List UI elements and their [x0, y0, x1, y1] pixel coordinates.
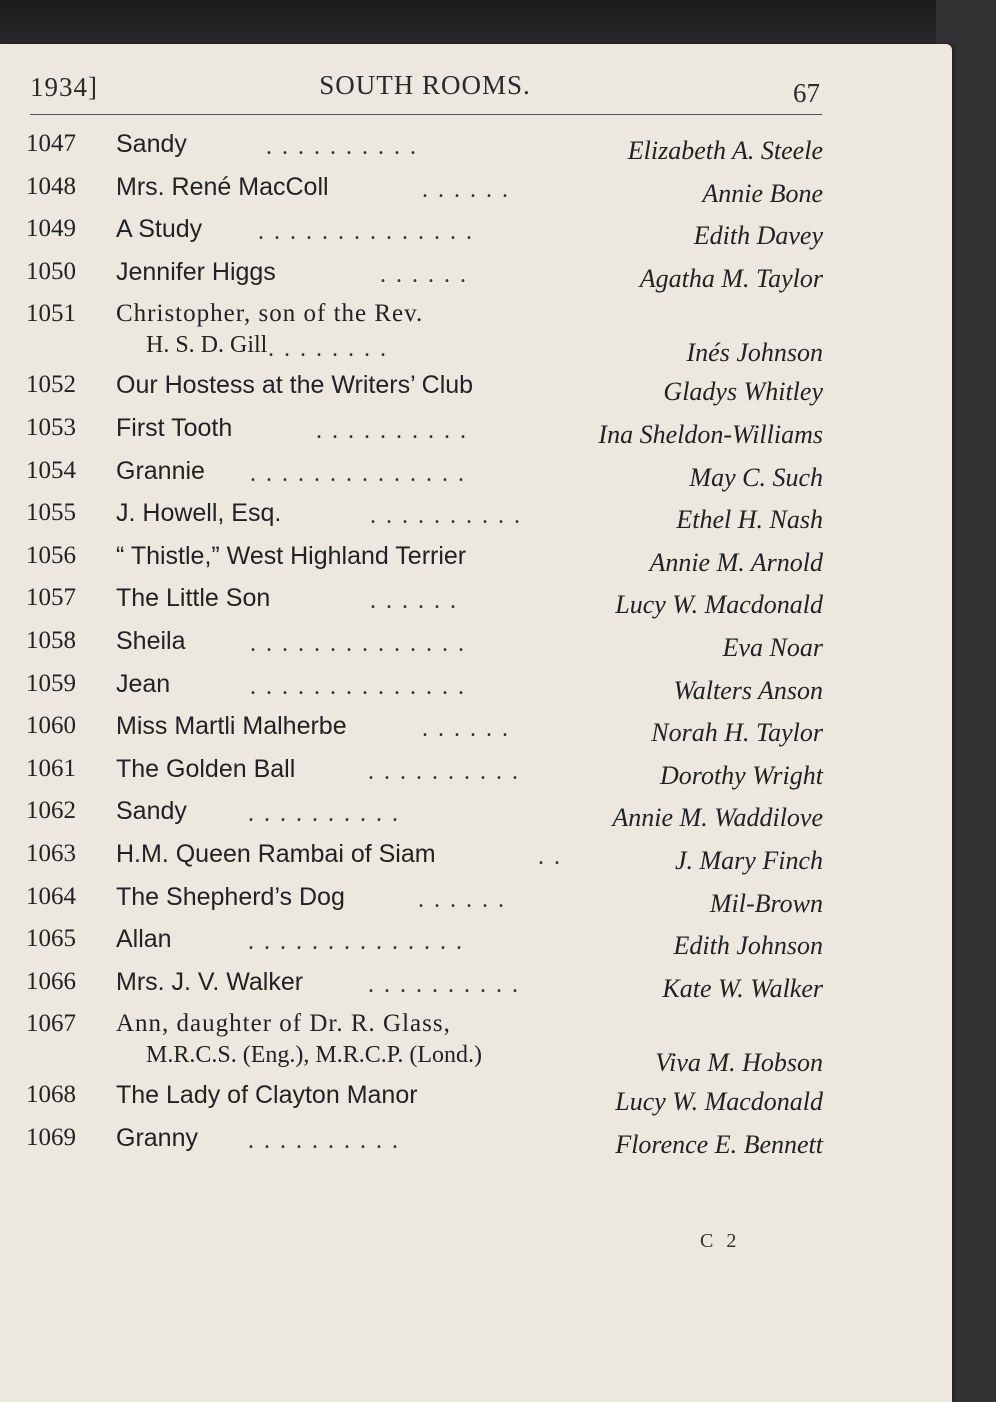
entry-artist: Gladys Whitley: [663, 377, 823, 407]
entry-title: Sandy: [116, 797, 187, 826]
entry-title: Sheila: [116, 626, 186, 655]
catalogue-entry: [18, 1081, 823, 1124]
dot-leader: . . . . . . . . . .: [368, 758, 520, 785]
entry-title-line2: H. S. D. Gill: [146, 332, 268, 359]
entry-title: Jennifer Higgs: [116, 257, 276, 286]
catalogue-entry: [18, 173, 823, 216]
catalogue-entry: [18, 755, 823, 798]
entry-number: 1061: [26, 754, 76, 782]
entry-artist: Ethel H. Nash: [676, 505, 823, 535]
entry-title: “ Thistle,” West Highland Terrier: [116, 541, 467, 570]
entry-artist: Annie M. Arnold: [649, 547, 823, 577]
catalogue-entry: [18, 670, 823, 713]
entry-artist: Florence E. Bennett: [615, 1129, 823, 1159]
entry-artist: Agatha M. Taylor: [639, 263, 823, 293]
dot-leader: . . . . . . . . . .: [316, 417, 468, 444]
entry-artist: May C. Such: [689, 462, 823, 492]
catalogue-entry: [18, 968, 823, 1011]
catalogue-entry: [18, 130, 823, 173]
dot-leader: . . . . . . . . . . . . . .: [250, 460, 466, 487]
entry-artist: Edith Johnson: [673, 931, 823, 961]
catalogue-entry: [18, 258, 823, 301]
catalogue-entry: [18, 797, 823, 840]
entry-title: Ann, daughter of Dr. R. Glass,: [116, 1010, 451, 1038]
catalogue-entry: [18, 542, 823, 585]
dot-leader: . . . . . . . . . . . . . .: [250, 673, 466, 700]
catalogue-entry: [18, 215, 823, 258]
catalogue-entry: [18, 883, 823, 926]
entry-artist: Edith Davey: [693, 221, 823, 251]
entry-number: 1054: [26, 456, 76, 484]
entry-number: 1050: [26, 257, 76, 285]
dot-leader: . . . . . .: [370, 588, 458, 615]
entry-artist: Walters Anson: [673, 675, 823, 705]
dot-leader: . . . . . . . . . .: [266, 134, 418, 160]
entry-number: 1048: [26, 172, 76, 200]
dot-leader: . . . . . . . . . . . . . .: [250, 630, 466, 657]
entry-artist: Mil-Brown: [709, 888, 823, 918]
entry-title: The Golden Ball: [116, 754, 296, 783]
entry-title: Sandy: [116, 130, 187, 158]
catalogue-entry: [18, 371, 823, 414]
entry-number: 1064: [26, 882, 76, 910]
entry-title: Allan: [116, 925, 172, 954]
entry-number: 1056: [26, 541, 76, 569]
entry-number: 1049: [26, 215, 76, 243]
dot-leader: . . . . . .: [418, 886, 506, 913]
page-number: 67: [793, 78, 820, 108]
header-year: 1934]: [30, 72, 98, 102]
entry-artist: Annie M. Waddilove: [612, 803, 823, 833]
catalogue-entry: [18, 627, 823, 670]
entry-title-line2: M.R.C.S. (Eng.), M.R.C.P. (Lond.): [146, 1042, 483, 1069]
catalogue-entry: [18, 499, 823, 542]
dot-leader: . . . . . . . . . .: [368, 971, 520, 998]
signature-mark: C 2: [700, 1230, 741, 1252]
entry-number: 1058: [26, 626, 76, 654]
catalogue-entry: [18, 712, 823, 755]
entry-number: 1066: [26, 967, 76, 995]
catalogue-list: [18, 130, 823, 1166]
catalogue-entry: [18, 925, 823, 968]
entry-number: 1068: [26, 1081, 76, 1109]
entry-artist: Viva M. Hobson: [655, 1048, 823, 1078]
entry-artist: Annie Bone: [702, 178, 823, 208]
entry-number: 1051: [26, 300, 76, 328]
catalogue-entry: [18, 457, 823, 500]
entry-artist: Eva Noar: [722, 632, 823, 662]
dot-leader: . . . . . . . . . .: [248, 801, 400, 828]
entry-title: Miss Martli Malherbe: [116, 712, 347, 741]
entry-title: First Tooth: [116, 413, 233, 442]
entry-title: Mrs. J. V. Walker: [116, 967, 304, 996]
entry-title: Grannie: [116, 456, 205, 485]
dot-leader: . . . . . .: [422, 176, 510, 203]
entry-title: Mrs. René MacColl: [116, 172, 329, 201]
entry-artist: Lucy W. Macdonald: [615, 590, 823, 620]
dot-leader: . . . . . . . . . . . . . .: [248, 929, 464, 956]
entry-number: 1063: [26, 839, 76, 867]
entry-artist: Lucy W. Macdonald: [615, 1087, 823, 1117]
entry-title: J. Howell, Esq.: [116, 499, 282, 528]
entry-number: 1047: [26, 130, 76, 157]
entry-title: The Shepherd’s Dog: [116, 882, 345, 911]
entry-number: 1060: [26, 712, 76, 740]
dot-leader: . . . . . . . . . .: [370, 503, 522, 530]
entry-title: Jean: [116, 669, 171, 698]
dot-leader: . . . . . .: [380, 261, 468, 288]
catalogue-entry: [18, 1124, 823, 1167]
dot-leader: . . . . . .: [422, 716, 510, 743]
catalogue-entry: [18, 584, 823, 627]
entry-artist: Norah H. Taylor: [651, 718, 823, 748]
entry-number: 1055: [26, 499, 76, 527]
entry-artist: Ina Sheldon-Williams: [598, 419, 823, 449]
entry-artist: Dorothy Wright: [660, 760, 823, 790]
entry-number: 1057: [26, 584, 76, 612]
entry-number: 1059: [26, 669, 76, 697]
entry-title: The Little Son: [116, 584, 271, 613]
entry-number: 1062: [26, 797, 76, 825]
entry-number: 1052: [26, 371, 76, 399]
entry-artist: J. Mary Finch: [674, 845, 823, 875]
header-rule: [30, 114, 822, 115]
dot-leader: . . . . . . . .: [268, 336, 388, 363]
catalogue-entry: [18, 300, 823, 371]
dot-leader: . . . . . . . . . .: [248, 1127, 400, 1154]
entry-title: The Lady of Clayton Manor: [116, 1081, 418, 1110]
catalogue-entry: [18, 1010, 823, 1081]
page-title: SOUTH ROOMS.: [319, 70, 531, 100]
entry-number: 1053: [26, 413, 76, 441]
entry-artist: Elizabeth A. Steele: [627, 136, 823, 165]
dot-leader: . .: [538, 843, 562, 870]
entry-title: A Study: [116, 215, 203, 244]
entry-title: Christopher, son of the Rev.: [116, 300, 424, 328]
page-header: [30, 70, 820, 110]
dot-leader: . . . . . . . . . . . . . .: [258, 219, 474, 246]
entry-artist: Kate W. Walker: [662, 973, 823, 1003]
catalogue-entry: [18, 414, 823, 457]
entry-title: Our Hostess at the Writers’ Club: [116, 371, 474, 400]
entry-number: 1067: [26, 1010, 76, 1038]
entry-artist: Inés Johnson: [686, 338, 823, 368]
entry-title: Granny: [116, 1123, 198, 1152]
catalogue-entry: [18, 840, 823, 883]
entry-number: 1065: [26, 925, 76, 953]
entry-number: 1069: [26, 1123, 76, 1151]
entry-title: H.M. Queen Rambai of Siam: [116, 839, 436, 868]
